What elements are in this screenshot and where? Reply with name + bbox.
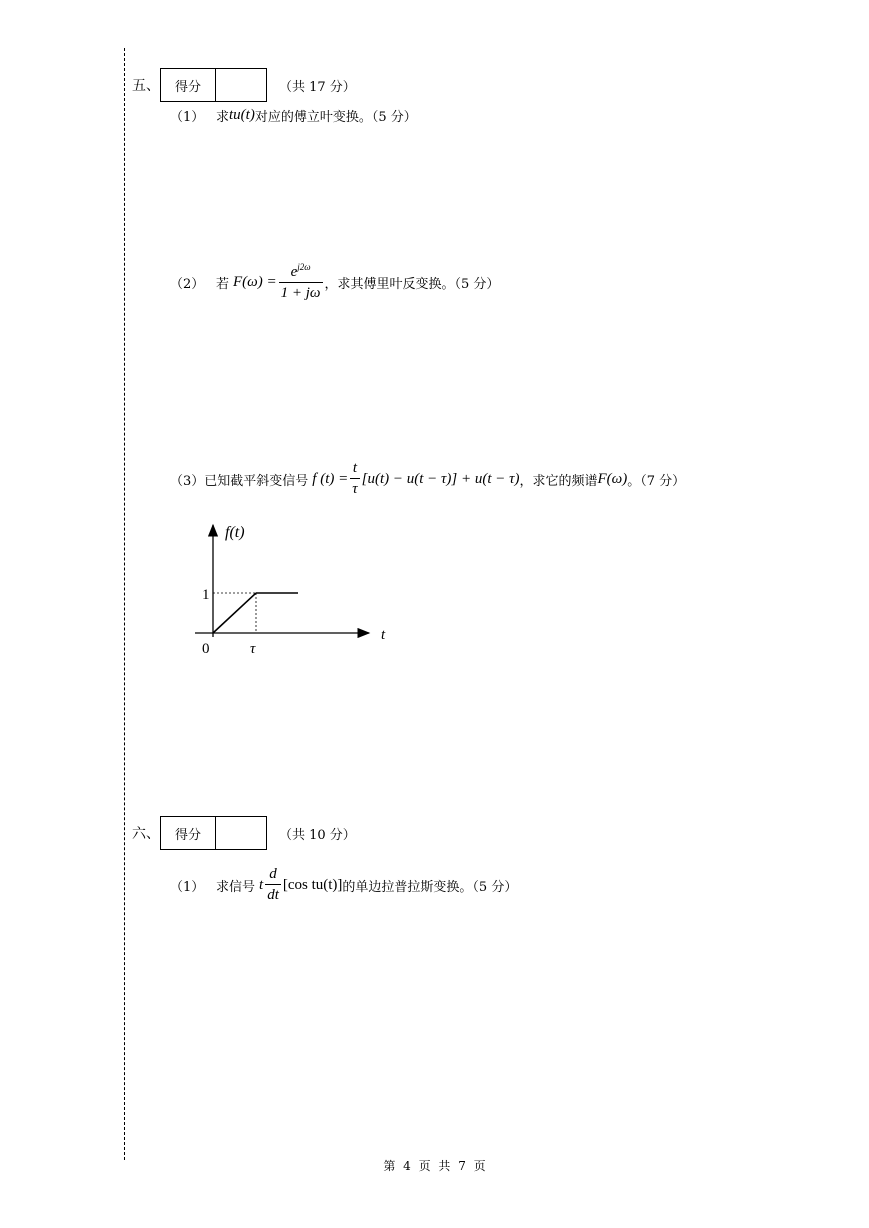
question-text: ，求其傅里叶反变换。（5 分） (324, 276, 500, 292)
question-text: 求信号 (216, 879, 256, 895)
question-text: ，求它的频谱 (519, 473, 598, 489)
question-number: （3） (170, 473, 205, 489)
y-axis-label: f(t) (225, 524, 245, 541)
question-number: （1） (170, 110, 205, 125)
math-lhs: f (t) = (312, 470, 349, 487)
question-5-3 (170, 460, 685, 498)
fraction-numerator: e (290, 264, 298, 280)
score-blank-cell (216, 69, 266, 101)
score-label: 得分 (161, 817, 216, 849)
section-5-header (132, 68, 356, 102)
section-6-number: 六、 (132, 826, 160, 842)
question-number: （2） (170, 276, 205, 292)
math-expression: tu(t) (229, 107, 255, 123)
ramp-segment (213, 593, 256, 633)
math-fraction (279, 262, 323, 302)
x-tick-tau: τ (250, 641, 256, 657)
section-5-number: 五、 (132, 78, 160, 94)
binding-dashed-line (124, 48, 125, 1160)
fraction-denominator: dt (265, 884, 281, 904)
fraction-denominator: τ (350, 478, 359, 498)
math-lhs: F(ω) = (233, 273, 277, 290)
question-text: 的单边拉普拉斯变换。（5 分） (342, 879, 518, 895)
question-text: 。（7 分） (627, 473, 686, 489)
math-fraction (265, 866, 281, 904)
question-5-2 (170, 262, 499, 302)
y-tick-1: 1 (202, 587, 210, 603)
fraction-numerator: d (269, 866, 277, 882)
section-5-score-box (160, 68, 267, 102)
page-footer: 第 4 页 共 7 页 (383, 1159, 486, 1173)
section-6-score-box (160, 816, 267, 850)
section-6-header (132, 816, 356, 850)
math-fraction (350, 460, 359, 498)
question-5-1 (170, 106, 417, 125)
fraction-numerator: t (352, 460, 358, 476)
fraction-denominator: 1 + jω (279, 282, 323, 302)
math-expression: [cos tu(t)] (282, 876, 343, 893)
math-variable: t (259, 876, 264, 893)
question-text: 求 (216, 110, 230, 125)
x-axis-label: t (381, 627, 386, 643)
origin-label: 0 (202, 641, 210, 657)
score-blank-cell (216, 817, 266, 849)
question-text: 对应的傅立叶变换。（5 分） (254, 110, 417, 125)
section-5-total: （共 17 分） (279, 79, 356, 95)
math-spectrum: F(ω) (597, 470, 628, 487)
section-6-total: （共 10 分） (279, 827, 356, 843)
question-number: （1） (170, 879, 205, 895)
math-rhs: [u(t) − u(t − τ)] + u(t − τ) (361, 470, 520, 487)
question-text: 若 (216, 276, 230, 292)
question-6-1 (170, 866, 517, 904)
signal-figure (185, 515, 405, 665)
exponent: j2ω (297, 262, 311, 272)
question-text: 已知截平斜变信号 (204, 473, 309, 489)
score-label: 得分 (161, 69, 216, 101)
